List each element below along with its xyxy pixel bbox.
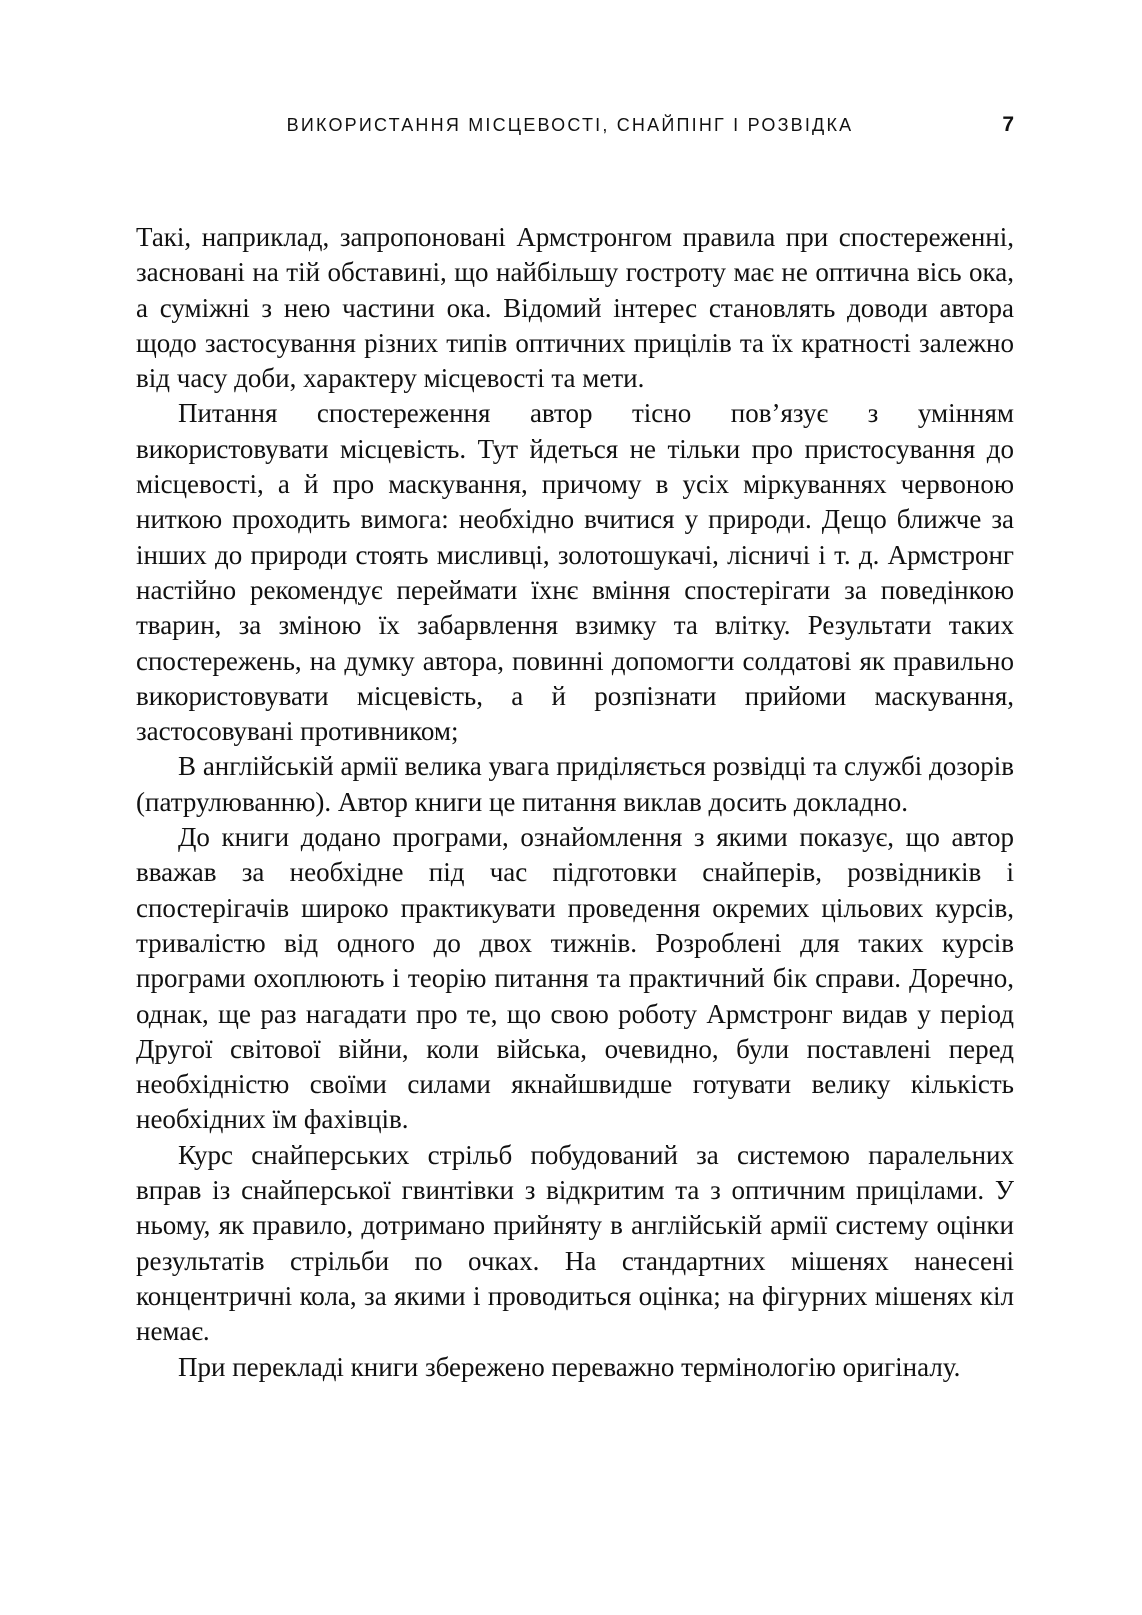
paragraph-4: До книги додано програми, ознайомлення з якими показує, що автор вважав за необхідне під час підготовки снайперів, розвідників і спостерігачів широко практикувати проведення окремих цільових курсів, тривалістю від одного до двох тижнів. Розроблені для таких курсів програми охоплюють і теорію питання та практичний бік справи. Доречно, однак, ще раз нагадати про те, що свою роботу Армстронг видав у період Другої світової війни, коли війська, очевидно, були поставлені перед необхідністю своїми силами якнайшвидше готувати велику кількість необхідних їм фахівців.	[136, 822, 1014, 1135]
paragraph-3: В англійській армії велика увага приділяється розвідці та службі дозорів (патрулюванню). Автор книги це питання виклав досить докладно.	[136, 751, 1014, 817]
paragraph-2: Питання спостереження автор тісно пов’язує з умінням використовувати місцевість. Тут йдеться не тільки про пристосування до місцевості, а й про маскування, причому в усіх міркуваннях червоною ниткою проходить вимога: необхідно вчитися у природи. Дещо ближче за інших до природи стоять мисливці, золотошукачі, лісничі і т. д. Армстронг настійно рекомендує переймати їхнє вміння спостерігати за поведінкою тварин, за зміною їх забарвлення взимку та влітку. Результати таких спостережень, на думку автора, повинні допомогти солдатові як правильно використовувати місцевість, а й розпізнати прийоми маскування, застосовувані противником;	[136, 398, 1014, 747]
paragraph-1: Такі, наприклад, запропоновані Армстронгом правила при спостереженні, засновані на тій обставині, що найбільшу гостроту має не оптична вісь ока, а суміжні з нею частини ока. Відомий інтерес становлять доводи автора щодо застосування різних типів оптичних прицілів та їх кратності залежно від часу доби, характеру місцевості та мети.	[136, 222, 1014, 394]
running-title: ВИКОРИСТАННЯ МІСЦЕВОСТІ, СНАЙПІНГ І РОЗВІДКА	[286, 115, 854, 135]
running-head	[136, 110, 1014, 150]
paragraph-6: При перекладі книги збережено переважно термінологію оригіналу.	[178, 1351, 961, 1382]
page-number: 7	[1002, 113, 1014, 136]
body-text	[136, 220, 1014, 1385]
paragraph-5: Курс снайперських стрільб побудований за системою паралельних вправ із снайперської гвинтівки з відкритим та з оптичним прицілами. У ньому, як правило, дотримано прийняту в англійській армії систему оцінки результатів стрільби по очках. На стандартних мішенях нанесені концентричні кола, за якими і проводиться оцінка; на фігурних мішенях кіл немає.	[136, 1139, 1014, 1347]
